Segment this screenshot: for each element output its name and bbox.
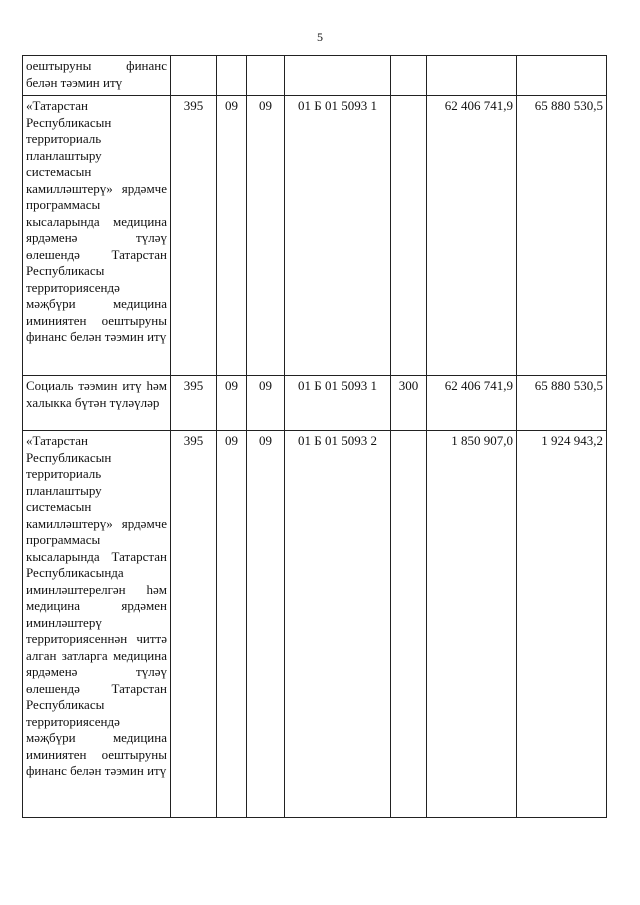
- cell-expense-type: 300: [391, 376, 427, 431]
- cell-expense-type: [391, 96, 427, 376]
- cell-ministry-code: [171, 56, 217, 96]
- row-description: «Татарстан Республикасын территориаль планлаштыру системасын камилләштерү» ярдәмче программасы кысаларында Татарстан Республикасында иминләштерелгән һәм медицина ярдәмен иминләштерү территориясеннән читтә алган затларга медицина ярдәменә түләү өлешендә Татарстан Республикасы территориясендә мәҗбүри медицина иминиятен оештыруны финанс белән тәэмин итү: [23, 431, 171, 818]
- cell-section: [217, 56, 247, 96]
- cell-subsection: 09: [247, 376, 285, 431]
- cell-expense-type: [391, 56, 427, 96]
- row-description: оештыруны финанс белән тәэмин итү: [23, 56, 171, 96]
- cell-amount-1: [427, 56, 517, 96]
- cell-target-article: 01 Б 01 5093 1: [285, 96, 391, 376]
- cell-amount-2: 65 880 530,5: [517, 376, 607, 431]
- cell-ministry-code: 395: [171, 376, 217, 431]
- cell-amount-1: 62 406 741,9: [427, 376, 517, 431]
- cell-amount-2: 1 924 943,2: [517, 431, 607, 818]
- row-description: Социаль тәэмин итү һәм халыкка бүтән түләүләр: [23, 376, 171, 431]
- table-row: [23, 431, 607, 818]
- cell-amount-1: 62 406 741,9: [427, 96, 517, 376]
- cell-target-article: 01 Б 01 5093 1: [285, 376, 391, 431]
- cell-section: 09: [217, 96, 247, 376]
- cell-ministry-code: 395: [171, 431, 217, 818]
- table-row: [23, 96, 607, 376]
- cell-target-article: [285, 56, 391, 96]
- cell-expense-type: [391, 431, 427, 818]
- budget-table: [22, 55, 607, 818]
- cell-subsection: [247, 56, 285, 96]
- table-row: [23, 56, 607, 96]
- cell-amount-1: 1 850 907,0: [427, 431, 517, 818]
- row-description: «Татарстан Республикасын территориаль планлаштыру системасын камилләштерү» ярдәмче программасы кысаларында медицина ярдәменә түләү өлешендә Татарстан Республикасы территориясендә мәҗбүри медицина иминиятен оештыруны финанс белән тәэмин итү: [23, 96, 171, 376]
- cell-ministry-code: 395: [171, 96, 217, 376]
- cell-section: 09: [217, 431, 247, 818]
- cell-subsection: 09: [247, 96, 285, 376]
- cell-target-article: 01 Б 01 5093 2: [285, 431, 391, 818]
- cell-section: 09: [217, 376, 247, 431]
- cell-subsection: 09: [247, 431, 285, 818]
- page-number: 5: [317, 30, 323, 44]
- table-row: [23, 376, 607, 431]
- cell-amount-2: [517, 56, 607, 96]
- cell-amount-2: 65 880 530,5: [517, 96, 607, 376]
